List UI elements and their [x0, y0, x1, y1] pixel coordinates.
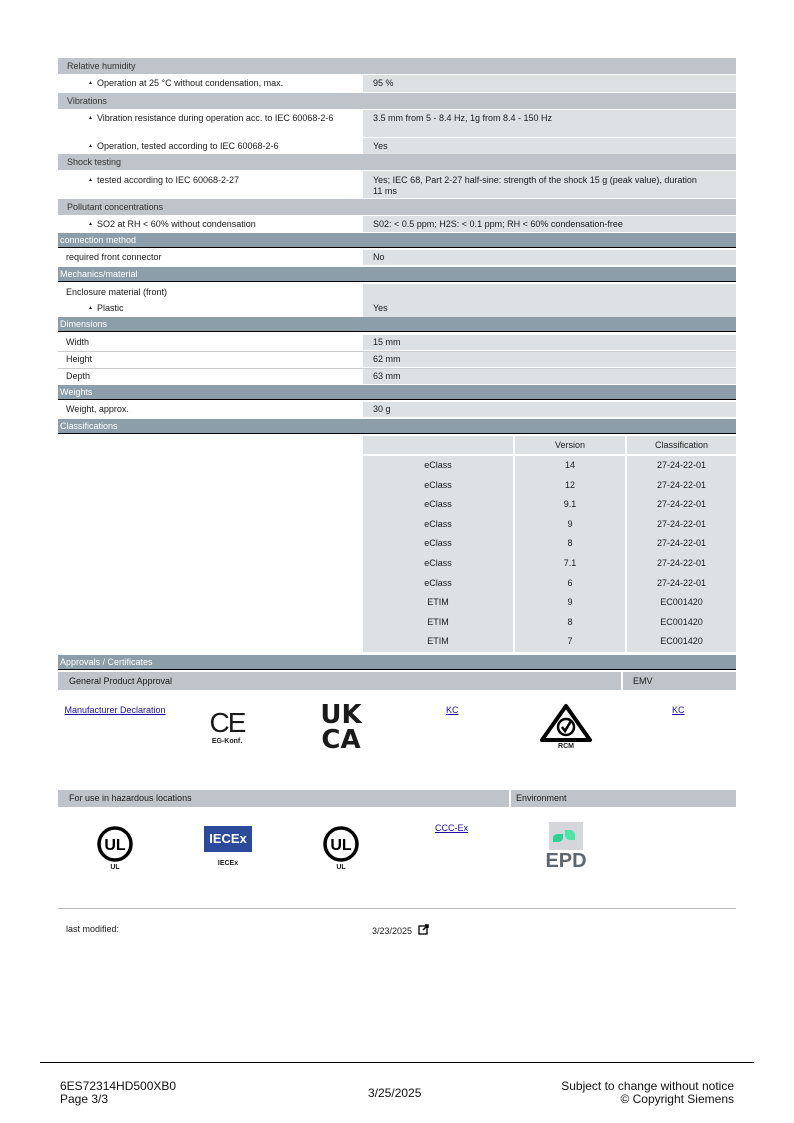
iecex-caption: IECEx [217, 860, 239, 867]
ul-icon [321, 826, 361, 862]
table-row [58, 75, 736, 92]
cell-system: eClass [424, 577, 452, 588]
section-approvals [58, 655, 736, 670]
table-row [58, 110, 736, 137]
row-value: 3.5 mm from 5 - 8.4 Hz, 1g from 8.4 - 150 Hz [363, 110, 736, 137]
ul-icon [95, 826, 135, 862]
row-label: Depth [58, 369, 363, 384]
column-header-classification: Classification [625, 436, 736, 454]
last-modified-label: last modified: [66, 924, 120, 934]
row-label: ▲ Operation at 25 °C without condensation, max. [58, 75, 363, 92]
approvals-subheader [58, 672, 736, 690]
kc-link-general[interactable]: KC [446, 705, 459, 715]
cell-version: 12 [513, 476, 625, 496]
external-link-icon[interactable] [418, 924, 429, 937]
table-row [58, 171, 736, 198]
row-value: 30 g [363, 402, 736, 417]
emv-label: EMV [623, 672, 736, 690]
ul-logo-2 [321, 826, 361, 871]
table-row [363, 613, 736, 633]
row-value: Yes; IEC 68, Part 2-27 half-sine: strength of the shock 15 g (peak value), duration 11 ms [363, 171, 736, 198]
cell-version: 6 [513, 574, 625, 594]
divider [58, 908, 736, 909]
footer-date: 3/25/2025 [368, 1086, 422, 1100]
table-row [363, 632, 736, 652]
ukca-top: UK [320, 700, 362, 730]
cell-version: 9 [513, 515, 625, 535]
section-heading: connection method [60, 235, 137, 245]
table-row [58, 284, 736, 317]
cell-system: eClass [424, 557, 452, 568]
rcm-logo [538, 703, 594, 750]
section-heading: Pollutant concentrations [67, 202, 164, 212]
ul-caption: UL [336, 864, 346, 871]
footer-left [60, 1080, 176, 1106]
section-weights [58, 385, 736, 400]
hazardous-locations-label: For use in hazardous locations [58, 790, 509, 807]
svg-text:UL: UL [330, 837, 352, 854]
cell-classification: 27-24-22-01 [625, 574, 736, 594]
row-label: required front connector [58, 250, 363, 265]
column-header [363, 436, 513, 454]
table-row [363, 534, 736, 554]
row-label: ▲ Operation, tested according to IEC 60068-2-6 [58, 138, 363, 154]
cell-classification: EC001420 [625, 613, 736, 633]
ccc-ex-link[interactable]: CCC-Ex [435, 823, 468, 833]
cell-system: eClass [424, 479, 452, 490]
table-row [363, 456, 736, 476]
manufacturer-declaration-link[interactable]: Manufacturer Declaration [64, 705, 166, 715]
section-connection-method [58, 233, 736, 248]
section-heading: Mechanics/material [60, 269, 138, 279]
cell-classification: 27-24-22-01 [625, 534, 736, 554]
ukca-logo [312, 700, 370, 755]
row-label: Width [58, 335, 363, 350]
environment-label: Environment [511, 790, 736, 807]
cell-version: 14 [513, 456, 625, 476]
cell-version: 8 [513, 613, 625, 633]
row-value: 95 % [363, 75, 736, 92]
cell-classification: EC001420 [625, 632, 736, 652]
cell-system: ETIM [427, 616, 449, 627]
column-header-version: Version [513, 436, 625, 454]
cell-version: 9.1 [513, 495, 625, 515]
section-heading: Vibrations [67, 96, 107, 106]
cell-classification: 27-24-22-01 [625, 476, 736, 496]
epd-leaf-icon [553, 834, 563, 842]
section-heading: Classifications [60, 421, 118, 431]
section-relative-humidity [58, 58, 736, 74]
footer-divider [40, 1062, 754, 1063]
ce-caption: EG-Konf. [211, 738, 243, 745]
cell-version: 7 [513, 632, 625, 652]
cell-system: ETIM [427, 597, 449, 608]
section-heading: Weights [60, 387, 93, 397]
row-value: Yes [363, 138, 736, 154]
table-row [363, 554, 736, 574]
table-row [363, 476, 736, 496]
cell-classification: 27-24-22-01 [625, 456, 736, 476]
svg-text:UL: UL [104, 837, 126, 854]
kc-link-emv[interactable]: KC [672, 705, 685, 715]
section-heading: Approvals / Certificates [60, 657, 153, 667]
row-value: 62 mm [363, 352, 736, 367]
row-label: ▲ SO2 at RH < 60% without condensation [58, 216, 363, 232]
table-row [363, 515, 736, 535]
cell-version: 7.1 [513, 554, 625, 574]
section-classifications [58, 419, 736, 434]
row-value: 63 mm [363, 369, 736, 384]
section-mechanics [58, 267, 736, 282]
cell-system: eClass [424, 499, 452, 510]
section-heading: Relative humidity [67, 61, 136, 71]
table-row [363, 574, 736, 594]
ce-logo [205, 708, 249, 745]
row-value: S02: < 0.5 ppm; H2S: < 0.1 ppm; RH < 60% condensation-free [363, 216, 736, 232]
rcm-icon [538, 703, 594, 743]
cell-version: 9 [513, 593, 625, 613]
table-row [58, 368, 736, 384]
classification-header-row [363, 436, 736, 456]
last-modified-value: 3/23/2025 [372, 925, 413, 936]
section-shock-testing [58, 154, 736, 170]
page-number: Page 3/3 [60, 1092, 109, 1106]
row-value: 15 mm [363, 335, 736, 350]
cell-system: ETIM [427, 636, 449, 647]
epd-text: EPD [545, 850, 587, 872]
row-label: Height [58, 352, 363, 367]
general-product-approval-label: General Product Approval [58, 672, 621, 690]
table-row [58, 250, 736, 265]
hazardous-subheader [58, 790, 736, 807]
last-modified [372, 924, 429, 937]
change-notice: Subject to change without notice [561, 1079, 734, 1093]
table-row [363, 593, 736, 613]
iecex-logo [204, 826, 252, 867]
cell-classification: EC001420 [625, 593, 736, 613]
plastic-label: ▲ Plastic [66, 300, 363, 316]
section-heading: Shock testing [67, 157, 122, 167]
table-row [363, 495, 736, 515]
table-row [58, 402, 736, 417]
epd-logo [543, 822, 589, 874]
table-row [58, 351, 736, 367]
table-row [58, 138, 736, 154]
row-value: Yes [363, 284, 736, 317]
row-value: No [363, 250, 736, 265]
article-number: 6ES72314HD500XB0 [60, 1079, 177, 1093]
ul-caption: UL [110, 864, 120, 871]
section-pollutant [58, 199, 736, 215]
section-vibrations [58, 93, 736, 109]
copyright: © Copyright Siemens [620, 1092, 734, 1106]
footer-right [561, 1080, 734, 1106]
iecex-badge-icon: IECEx [204, 826, 252, 852]
ukca-bottom: CA [321, 725, 361, 755]
ul-logo-1 [95, 826, 135, 871]
enclosure-label: Enclosure material (front) [66, 287, 168, 297]
row-label: ▲ Vibration resistance during operation acc. to IEC 60068-2-6 [58, 110, 363, 137]
table-row [58, 216, 736, 232]
rcm-caption: RCM [558, 743, 574, 750]
section-dimensions [58, 317, 736, 332]
section-heading: Dimensions [60, 319, 108, 329]
row-label: ▲ tested according to IEC 60068-2-27 [58, 171, 363, 198]
row-label [58, 284, 363, 317]
cell-system: eClass [424, 538, 452, 549]
ce-mark-icon: CE [209, 707, 245, 738]
epd-leaf-icon [565, 830, 575, 840]
cell-classification: 27-24-22-01 [625, 554, 736, 574]
classification-table [363, 436, 736, 652]
row-label: Weight, approx. [58, 402, 363, 417]
cell-system: eClass [424, 460, 452, 470]
cell-version: 8 [513, 534, 625, 554]
table-row [58, 335, 736, 350]
cell-system: eClass [424, 518, 452, 529]
cell-classification: 27-24-22-01 [625, 495, 736, 515]
cell-classification: 27-24-22-01 [625, 515, 736, 535]
